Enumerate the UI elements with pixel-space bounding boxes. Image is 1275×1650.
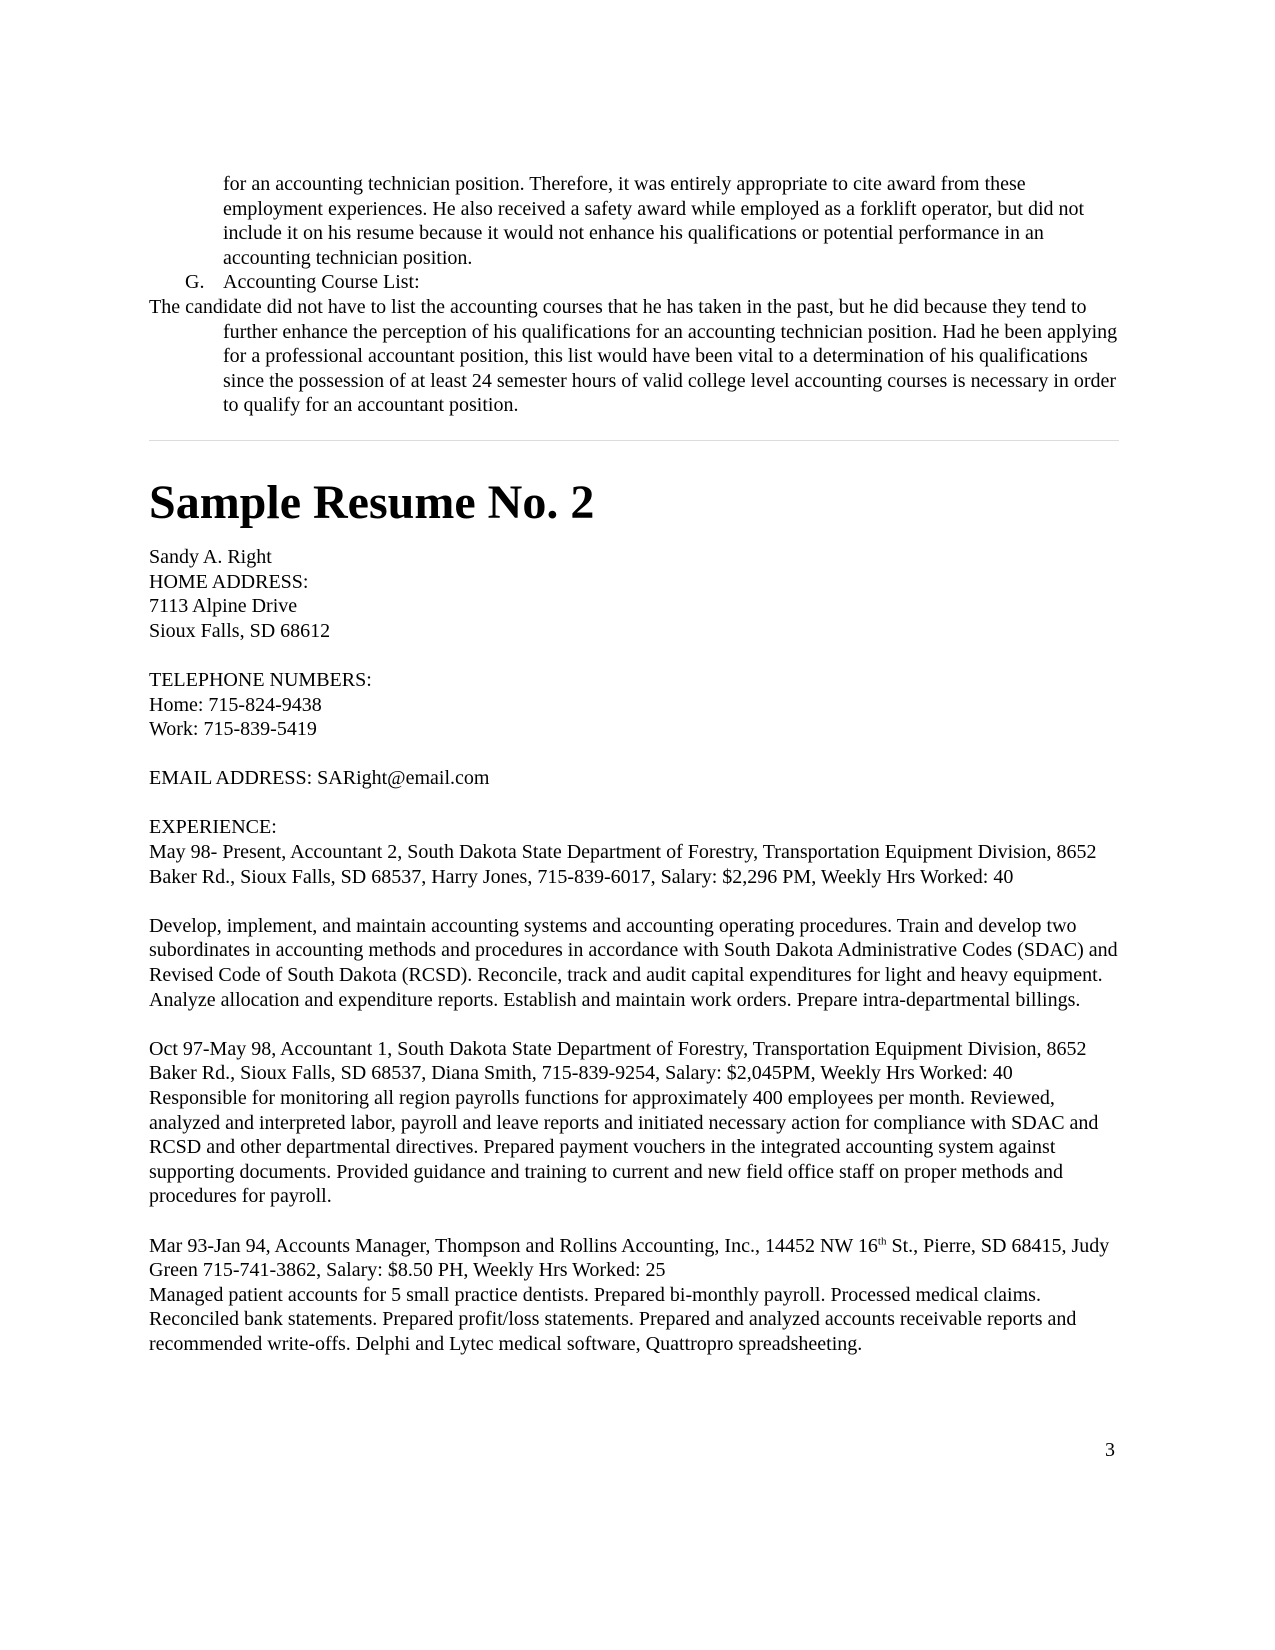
job-1-description: Develop, implement, and maintain accounting systems and accounting operating procedures. Train and develop two subordinates in accounting methods and procedures in accordance with South Dakota Administrative Codes (SDAC) and Revised Code of South Dakota (RCSD). Reconcile, track and audit capital expenditures for light and heavy equipment. Analyze allocation and expenditure reports. Establish and maintain work orders. Prepare intra-departmental billings.	[149, 914, 1118, 1011]
experience-label: EXPERIENCE:	[149, 816, 277, 839]
item-f-continuation: for an accounting technician position. Therefore, it was entirely appropriate to cite award from these employment experiences. He also received a safety award while employed as a forklift operator, but did not include it on his resume because it would not enhance his qualifications or potential performance in an accounting technician position.	[223, 173, 1085, 269]
job-2-header: Oct 97-May 98, Accountant 1, South Dakota State Department of Forestry, Transportation Equipment Division, 8652 Baker Rd., Sioux Falls, SD 68537, Diana Smith, 715-839-9254, Salary: $2,045PM, Weekly Hrs Worked: 40	[149, 1037, 1087, 1085]
item-g-label: Accounting Course List:	[223, 271, 420, 294]
home-address-label: HOME ADDRESS:	[149, 570, 309, 593]
address-line-1: 7113 Alpine Drive	[149, 595, 298, 618]
phone-work: Work: 715-839-5419	[149, 718, 317, 741]
page-number: 3	[1105, 1439, 1115, 1461]
applicant-name: Sandy A. Right	[149, 545, 272, 568]
phone-home: Home: 715-824-9438	[149, 693, 322, 716]
telephone-label: TELEPHONE NUMBERS:	[149, 668, 372, 691]
job-3-header: Mar 93-Jan 94, Accounts Manager, Thompson and Rollins Accounting, Inc., 14452 NW 16th St., Pierre, SD 68415, Judy Green 715-741-3862, Salary: $8.50 PH, Weekly Hrs Worked: 25	[149, 1234, 1110, 1282]
job-1-header: May 98- Present, Accountant 2, South Dakota State Department of Forestry, Transportation Equipment Division, 8652 Baker Rd., Sioux Falls, SD 68537, Harry Jones, 715-839-6017, Salary: $2,296 PM, Weekly Hrs Worked: 40	[149, 841, 1097, 888]
job-2-description: Responsible for monitoring all region payrolls functions for approximately 400 employees per month. Reviewed, analyzed and interpreted labor, payroll and leave reports and initiated necessary action for compliance with SDAC and RCSD and other departmental directives. Prepared payment vouchers in the integrated accounting system against supporting documents. Provided guidance and training to current and new field office staff on proper methods and procedures for payroll.	[149, 1087, 1099, 1208]
address-line-2: Sioux Falls, SD 68612	[149, 619, 331, 642]
section-divider	[149, 440, 1119, 441]
job-3-description: Managed patient accounts for 5 small practice dentists. Prepared bi-monthly payroll. Processed medical claims. Reconciled bank statements. Prepared profit/loss statements. Prepared and analyzed accounts receivable reports and recommended write-offs. Delphi and Lytec medical software, Quattropro spreadsheeting.	[149, 1283, 1077, 1355]
item-g	[149, 270, 1119, 295]
item-g-marker: G.	[185, 271, 205, 294]
document-page	[149, 172, 1119, 1357]
item-g-paragraph: The candidate did not have to list the accounting courses that he has taken in the past, but he did because they tend to further enhance the perception of his qualifications for an accounting technician position. Had he been applying for a professional accountant position, this list would have been vital to a determination of his qualifications since the possession of at least 24 semester hours of valid college level accounting courses is necessary in order to qualify for an accountant position.	[149, 295, 1118, 417]
resume-heading: Sample Resume No. 2	[149, 475, 595, 529]
email-address: EMAIL ADDRESS: SARight@email.com	[149, 767, 490, 790]
